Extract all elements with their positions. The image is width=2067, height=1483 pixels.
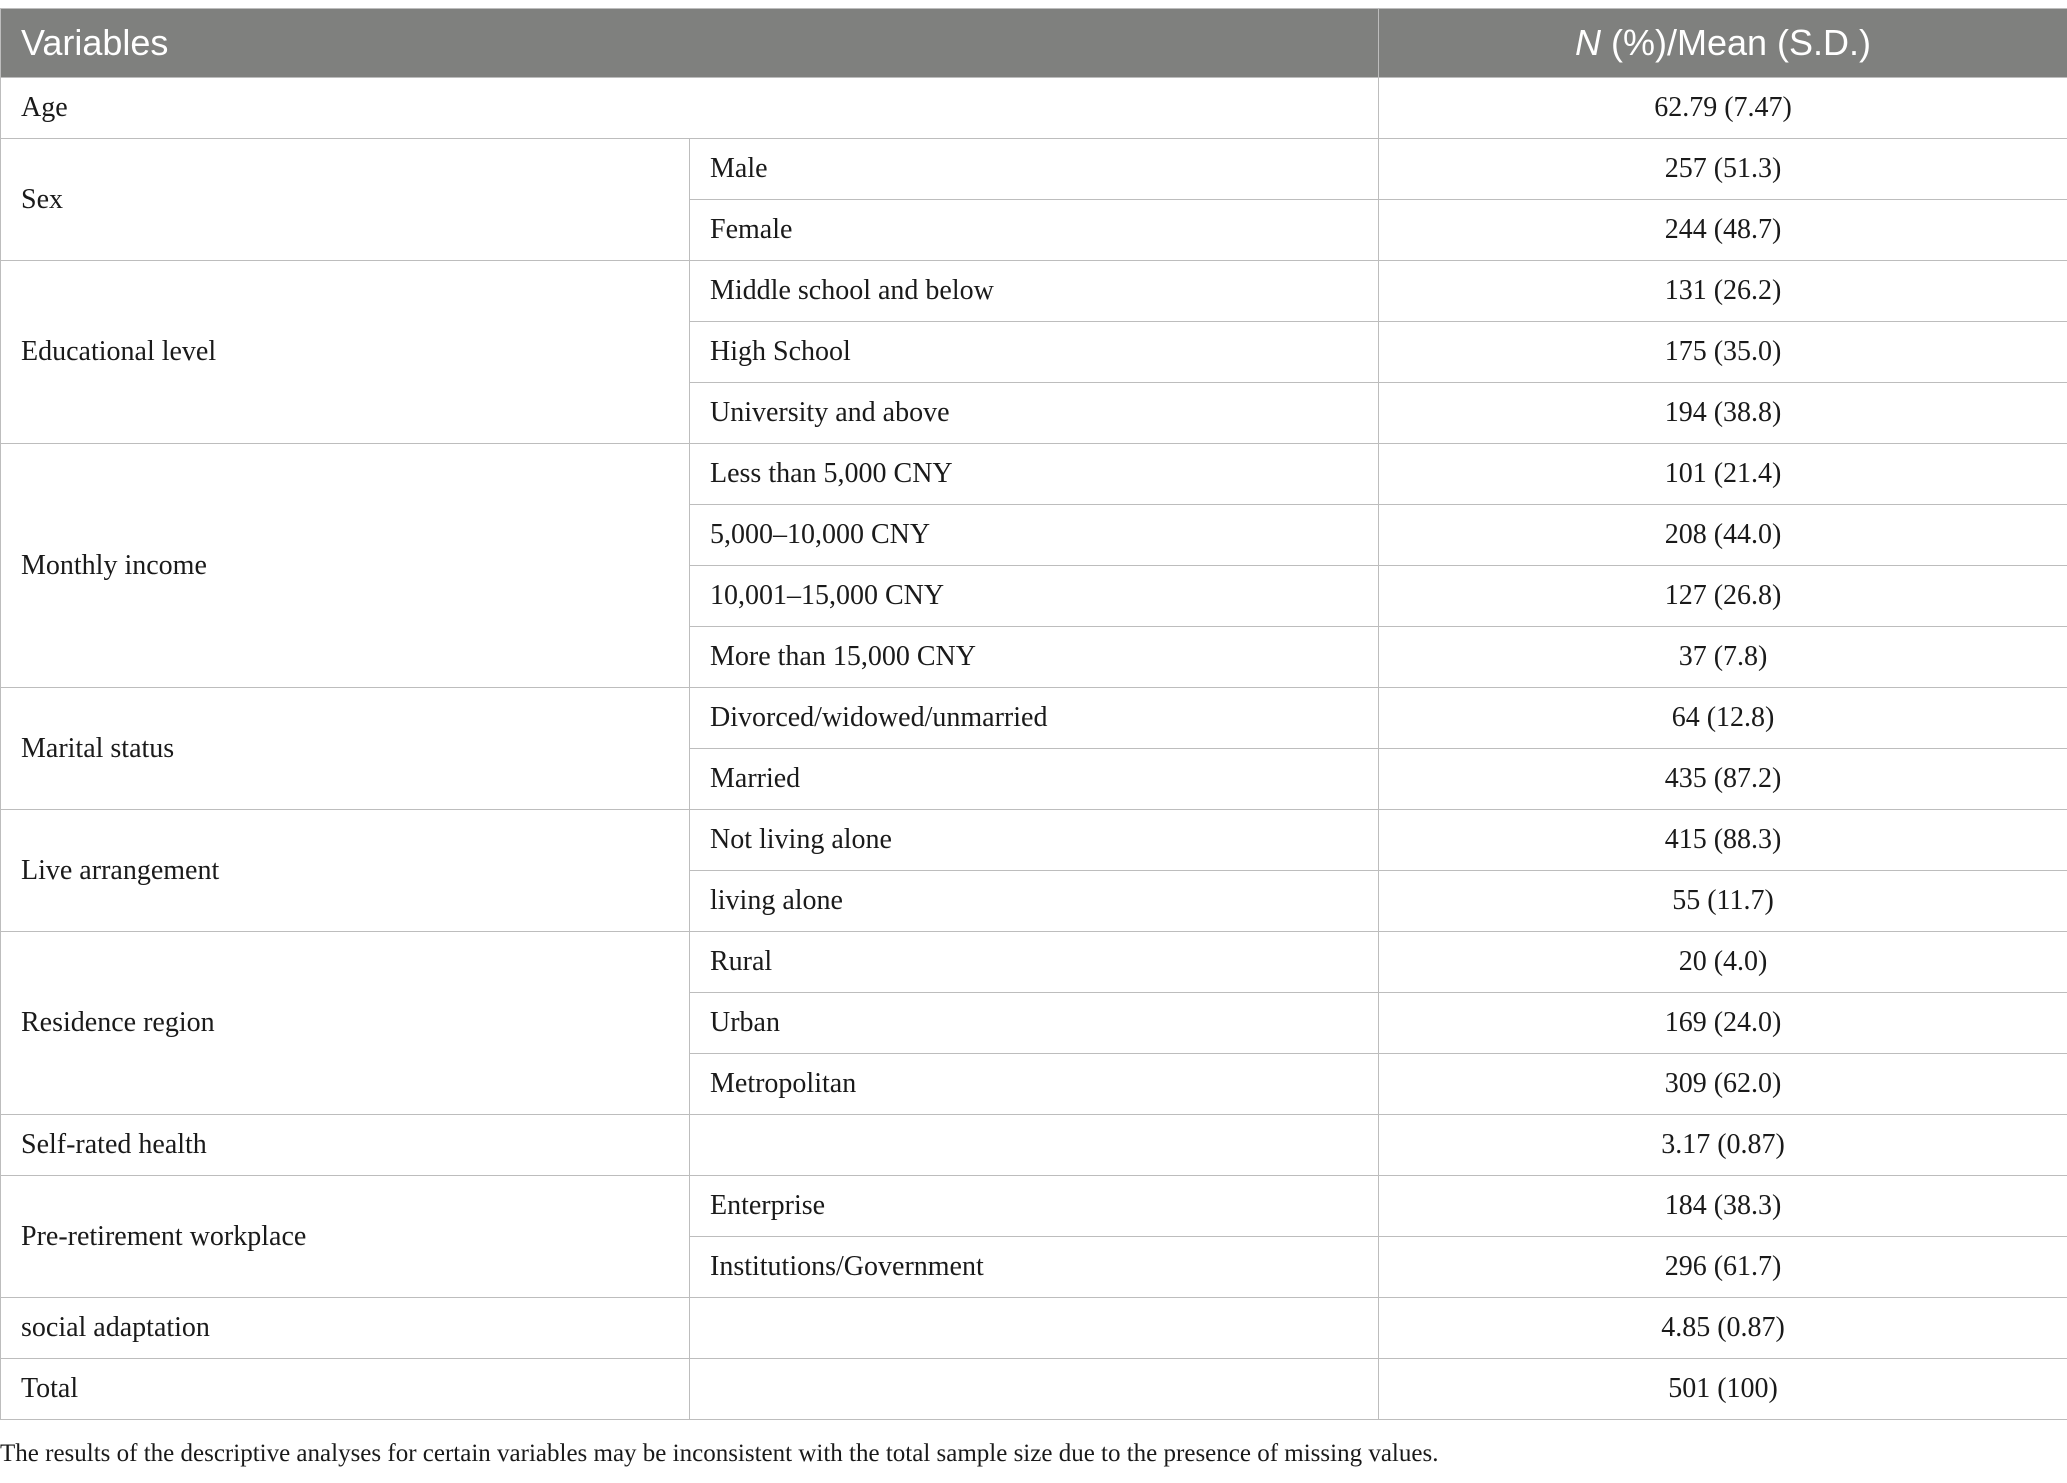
header-statistic bbox=[1379, 9, 2067, 78]
value-enterprise: 184 (38.3) bbox=[1379, 1176, 2067, 1237]
empty-cell bbox=[690, 1359, 1379, 1420]
value-not-alone: 415 (88.3) bbox=[1379, 810, 2067, 871]
empty-cell bbox=[690, 1115, 1379, 1176]
category-alone: living alone bbox=[690, 871, 1379, 932]
category-male: Male bbox=[690, 139, 1379, 200]
value-rural: 20 (4.0) bbox=[1379, 932, 2067, 993]
value-metropolitan: 309 (62.0) bbox=[1379, 1054, 2067, 1115]
value-health: 3.17 (0.87) bbox=[1379, 1115, 2067, 1176]
row-label-age: Age bbox=[1, 78, 1379, 139]
table-row bbox=[1, 1359, 2067, 1420]
value-divorced: 64 (12.8) bbox=[1379, 688, 2067, 749]
row-label-adaptation: social adaptation bbox=[1, 1298, 690, 1359]
descriptive-table-container bbox=[0, 8, 2067, 1420]
table-row bbox=[1, 139, 2067, 200]
table-row bbox=[1, 688, 2067, 749]
row-label-health: Self-rated health bbox=[1, 1115, 690, 1176]
table-row bbox=[1, 1298, 2067, 1359]
category-institutions: Institutions/Government bbox=[690, 1237, 1379, 1298]
value-urban: 169 (24.0) bbox=[1379, 993, 2067, 1054]
row-label-income: Monthly income bbox=[1, 444, 690, 688]
value-female: 244 (48.7) bbox=[1379, 200, 2067, 261]
value-adaptation: 4.85 (0.87) bbox=[1379, 1298, 2067, 1359]
table-row bbox=[1, 444, 2067, 505]
value-age: 62.79 (7.47) bbox=[1379, 78, 2067, 139]
row-label-workplace: Pre-retirement workplace bbox=[1, 1176, 690, 1298]
table-footnote: The results of the descriptive analyses for certain variables may be inconsistent with the total sample size due to the presence of missing values. bbox=[0, 1440, 1439, 1467]
row-label-living: Live arrangement bbox=[1, 810, 690, 932]
table-header-row bbox=[1, 9, 2067, 78]
row-label-marital: Marital status bbox=[1, 688, 690, 810]
value-university: 194 (38.8) bbox=[1379, 383, 2067, 444]
empty-cell bbox=[690, 1298, 1379, 1359]
value-male: 257 (51.3) bbox=[1379, 139, 2067, 200]
category-married: Married bbox=[690, 749, 1379, 810]
value-high-school: 175 (35.0) bbox=[1379, 322, 2067, 383]
table-row bbox=[1, 1176, 2067, 1237]
category-rural: Rural bbox=[690, 932, 1379, 993]
category-middle-school: Middle school and below bbox=[690, 261, 1379, 322]
category-urban: Urban bbox=[690, 993, 1379, 1054]
category-high-school: High School bbox=[690, 322, 1379, 383]
value-total: 501 (100) bbox=[1379, 1359, 2067, 1420]
value-institutions: 296 (61.7) bbox=[1379, 1237, 2067, 1298]
category-not-alone: Not living alone bbox=[690, 810, 1379, 871]
category-divorced: Divorced/widowed/unmarried bbox=[690, 688, 1379, 749]
descriptive-statistics-table bbox=[0, 8, 2067, 1420]
category-university: University and above bbox=[690, 383, 1379, 444]
row-label-education: Educational level bbox=[1, 261, 690, 444]
row-label-residence: Residence region bbox=[1, 932, 690, 1115]
header-stat-rest: (%)/Mean (S.D.) bbox=[1600, 22, 1872, 63]
table-row bbox=[1, 78, 2067, 139]
header-stat-n: N bbox=[1574, 22, 1601, 63]
category-metropolitan: Metropolitan bbox=[690, 1054, 1379, 1115]
category-enterprise: Enterprise bbox=[690, 1176, 1379, 1237]
row-label-total: Total bbox=[1, 1359, 690, 1420]
row-label-sex: Sex bbox=[1, 139, 690, 261]
value-middle-school: 131 (26.2) bbox=[1379, 261, 2067, 322]
category-female: Female bbox=[690, 200, 1379, 261]
value-income-4: 37 (7.8) bbox=[1379, 627, 2067, 688]
category-income-1: Less than 5,000 CNY bbox=[690, 444, 1379, 505]
header-variables: Variables bbox=[1, 9, 1379, 78]
value-alone: 55 (11.7) bbox=[1379, 871, 2067, 932]
table-row bbox=[1, 1115, 2067, 1176]
table-row bbox=[1, 810, 2067, 871]
value-income-1: 101 (21.4) bbox=[1379, 444, 2067, 505]
value-income-3: 127 (26.8) bbox=[1379, 566, 2067, 627]
category-income-3: 10,001–15,000 CNY bbox=[690, 566, 1379, 627]
table-row bbox=[1, 932, 2067, 993]
table-row bbox=[1, 261, 2067, 322]
value-married: 435 (87.2) bbox=[1379, 749, 2067, 810]
category-income-4: More than 15,000 CNY bbox=[690, 627, 1379, 688]
category-income-2: 5,000–10,000 CNY bbox=[690, 505, 1379, 566]
value-income-2: 208 (44.0) bbox=[1379, 505, 2067, 566]
